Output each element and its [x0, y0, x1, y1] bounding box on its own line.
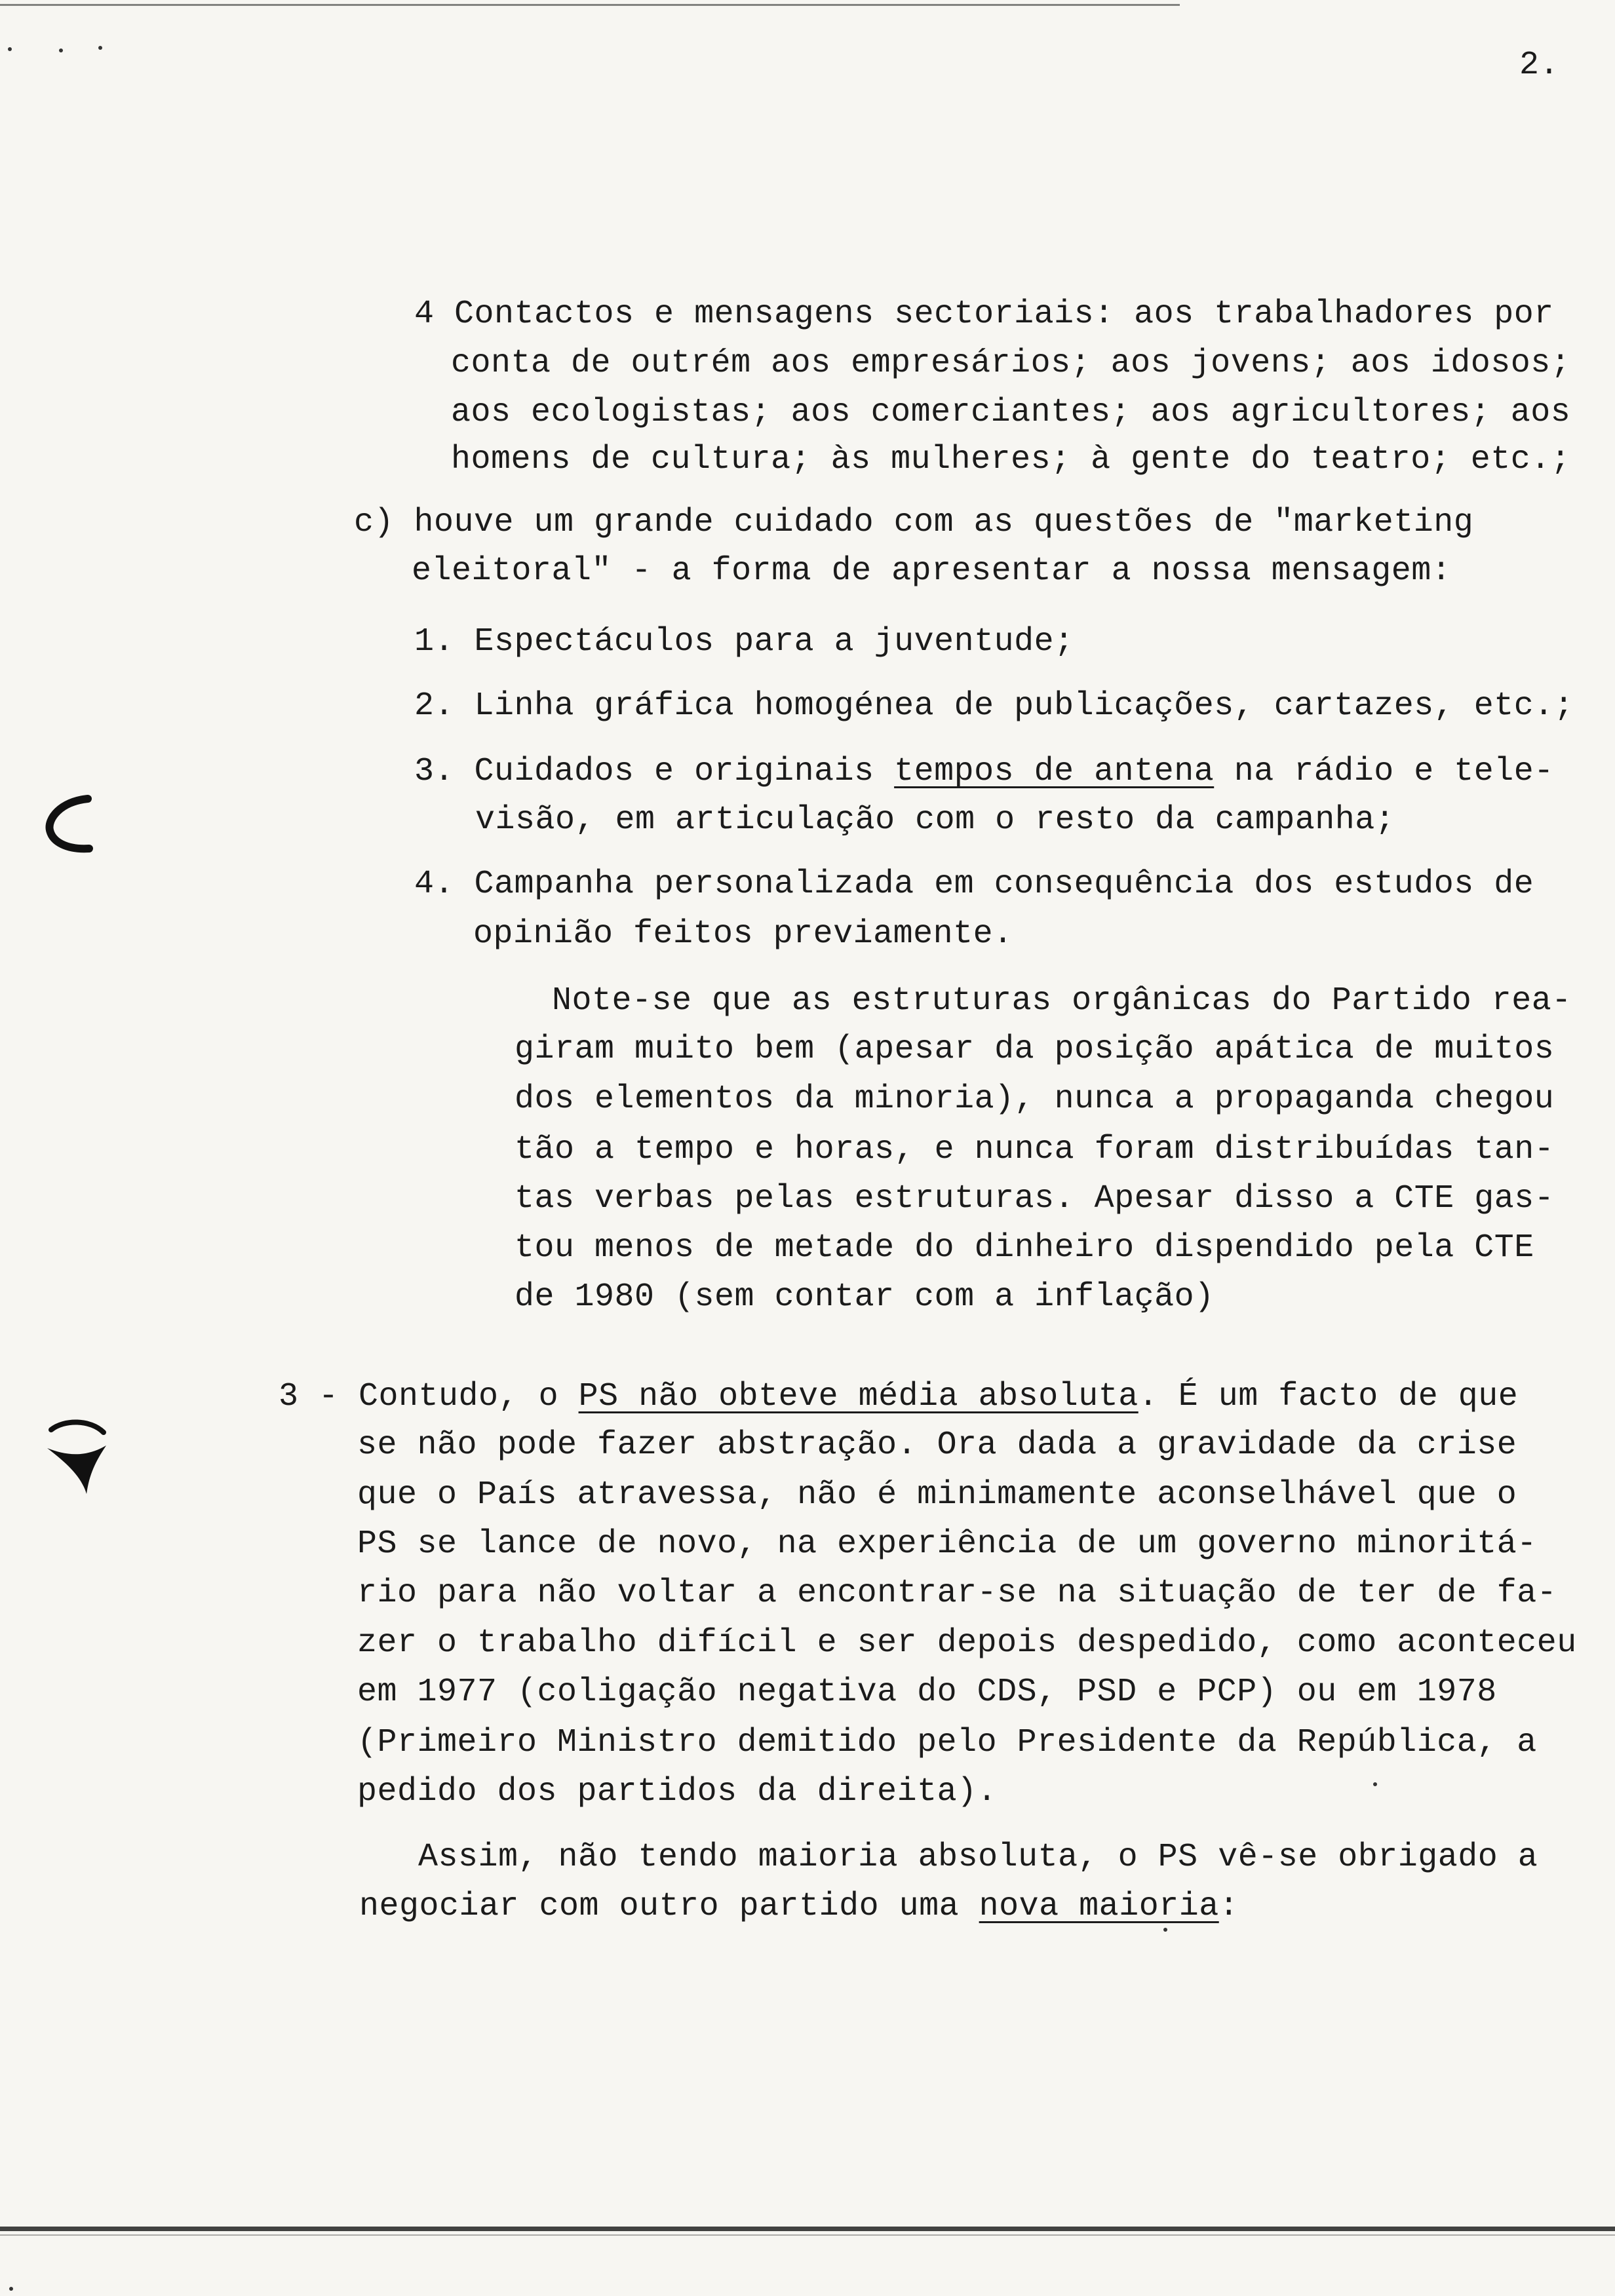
note-line: de 1980 (sem contar com a inflação): [515, 1278, 1215, 1316]
point-3-lead-end: . É um facto de que: [1138, 1378, 1519, 1415]
edge-speck: [1373, 1782, 1377, 1786]
closing-colon: :: [1218, 1888, 1239, 1925]
point-3-lead: 3 - Contudo, o: [279, 1378, 579, 1415]
closing-line-2: [359, 1887, 1239, 1926]
point-3-first-line: [279, 1377, 1518, 1417]
sectorial-line: homens de cultura; às mulheres; à gente do teatro; etc.;: [451, 441, 1571, 478]
note-line: tou menos de metade do dinheiro dispendido pela CTE: [515, 1229, 1534, 1267]
sectorial-line: 4 Contactos e mensagens sectoriais: aos trabalhadores por: [414, 296, 1554, 333]
marketing-item-3-text-end: na rádio e tele-: [1214, 753, 1554, 790]
point-3-line: em 1977 (coligação negativa do CDS, PSD e PCP) ou em 1978: [357, 1674, 1497, 1711]
marketing-item-4: 4. Campanha personalizada em consequência dos estudos de: [414, 866, 1534, 903]
edge-speck: [98, 46, 102, 50]
point-3-line: que o País atravessa, não é minimamente aconselhável que o: [357, 1476, 1517, 1514]
edge-speck: [1163, 1928, 1167, 1932]
closing-line: Assim, não tendo maioria absoluta, o PS vê-se obrigado a: [418, 1839, 1538, 1876]
binding-hole-mark-lower: [38, 1415, 117, 1501]
bottom-scan-rule-faint: [0, 2234, 1615, 2236]
marketing-item-3-text: 3. Cuidados e originais: [414, 753, 895, 790]
marketing-item-3: [414, 752, 1554, 792]
point-3-line: rio para não voltar a encontrar-se na situação de ter de fa-: [357, 1575, 1557, 1612]
top-scan-rule: [0, 4, 1180, 6]
marketing-item-2: 2. Linha gráfica homogénea de publicações, cartazes, etc.;: [414, 687, 1574, 725]
point-3-line: (Primeiro Ministro demitido pelo Presidente da República, a: [357, 1724, 1537, 1761]
marketing-item-4-cont: opinião feitos previamente.: [473, 915, 1013, 953]
marketing-item-3-cont: visão, em articulação com o resto da campanha;: [475, 801, 1395, 839]
marketing-item-1: 1. Espectáculos para a juventude;: [414, 623, 1074, 660]
closing-text: negociar com outro partido uma: [359, 1888, 979, 1925]
note-line: tas verbas pelas estruturas. Apesar disso a CTE gas-: [515, 1180, 1555, 1217]
edge-speck: [9, 2287, 13, 2291]
nova-maioria-underlined: nova maioria: [979, 1888, 1219, 1925]
binding-hole-mark-upper: [41, 790, 100, 862]
edge-speck: [8, 47, 12, 51]
bottom-scan-rule: [0, 2227, 1615, 2231]
note-line: dos elementos da minoria), nunca a propaganda chegou: [515, 1081, 1555, 1118]
note-line: Note-se que as estruturas orgânicas do Partido rea-: [552, 982, 1572, 1020]
sectorial-line: conta de outrém aos empresários; aos jovens; aos idosos;: [451, 345, 1571, 382]
page-number: 2.: [1519, 47, 1560, 84]
point-3-line: se não pode fazer abstração. Ora dada a gravidade da crise: [357, 1426, 1517, 1464]
item-c-line: eleitoral" - a forma de apresentar a nossa mensagem:: [412, 552, 1452, 590]
ps-nao-obteve-underlined: PS não obteve média absoluta: [578, 1378, 1138, 1415]
point-3-line: PS se lance de novo, na experiência de um governo minoritá-: [357, 1525, 1537, 1563]
item-c-line: c) houve um grande cuidado com as questões de "marketing: [354, 504, 1474, 541]
edge-speck: [59, 48, 63, 52]
sectorial-line: aos ecologistas; aos comerciantes; aos agricultores; aos: [451, 394, 1571, 431]
note-line: tão a tempo e horas, e nunca foram distribuídas tan-: [515, 1131, 1555, 1168]
note-line: giram muito bem (apesar da posição apática de muitos: [515, 1031, 1555, 1068]
tempos-de-antena-underlined: tempos de antena: [894, 753, 1215, 790]
point-3-line: pedido dos partidos da direita).: [357, 1773, 998, 1810]
point-3-line: zer o trabalho difícil e ser depois despedido, como aconteceu: [357, 1624, 1577, 1662]
